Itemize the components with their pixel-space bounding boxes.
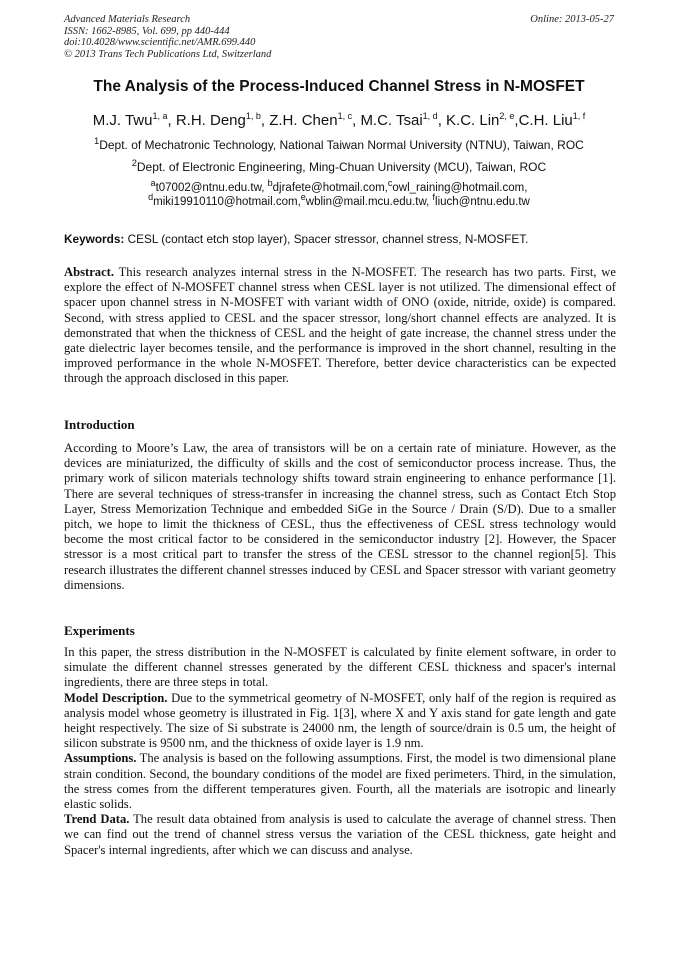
keywords-label: Keywords: bbox=[64, 232, 125, 246]
model-label: Model Description. bbox=[64, 690, 168, 705]
experiments-intro: In this paper, the stress distribution in the N-MOSFET is calculated by finite element software, in order to simulate the different channel stresses generated by the different CESL thickness and spacer's internal ingredients, there are three steps in total. bbox=[64, 645, 616, 690]
affiliation-text: Dept. of Electronic Engineering, Ming-Chuan University (MCU), Taiwan, ROC bbox=[136, 160, 547, 174]
email: owl_raining@hotmail.com, bbox=[392, 182, 528, 194]
online-date: Online: 2013-05-27 bbox=[530, 14, 614, 25]
author-list: M.J. Twu$^{1, a}$, R.H. Deng$^{1, b}$, Z.H. Chen$^{1, c}$, M.C. Tsai$^{1, d}$, K.C. Lin$^{2, e}$,C.H. Liu$^{1, f}$ bbox=[92, 111, 586, 129]
author-name: K.C. Lin bbox=[446, 112, 500, 129]
journal-doi: doi:10.4028/www.scientific.net/AMR.699.440 bbox=[64, 37, 256, 48]
trend-data bbox=[64, 812, 616, 858]
model-description bbox=[64, 691, 616, 752]
author-sup: 1, b bbox=[245, 111, 261, 121]
experiments-heading: Experiments bbox=[64, 623, 135, 638]
model-text: Due to the symmetrical geometry of N-MOSFET, only half of the region is required as analysis model whose geometry is illustrated in Fig. 1[3], where X and Y axis stand for gate length and gate height respectively. The size of Si substrate is 24000 nm, the length of source/drain is 0.5 um, the height of silicon substrate is 9500 nm, and the thickness of oxide layer is 1.9 nm. bbox=[64, 690, 616, 751]
author-sup: 1, c bbox=[337, 111, 353, 121]
author-name: C.H. Liu bbox=[518, 112, 573, 129]
email-sup: c bbox=[387, 178, 393, 189]
abstract bbox=[64, 265, 616, 387]
keywords-text: CESL (contact etch stop layer), Spacer stressor, channel stress, N-MOSFET. bbox=[124, 232, 529, 246]
author-sup: 2, e bbox=[499, 111, 515, 121]
email-line-2 bbox=[0, 192, 678, 209]
email-sup: a bbox=[150, 178, 156, 189]
journal-header bbox=[64, 14, 271, 60]
abstract-label: Abstract. bbox=[64, 265, 115, 279]
assumptions-text: The analysis is based on the following assumptions. First, the model is two dimensional plane strain condition. Second, the boundary conditions of the model are fixed perimeters. Third, in the simulation, the stress comes from the different temperatures given. Fourth, all the materials are isotropic and linearly elastic solids. bbox=[64, 751, 616, 812]
author-sup: 1, a bbox=[152, 111, 168, 121]
affiliation-text: Dept. of Mechatronic Technology, National Taiwan Normal University (NTNU), Taiwan, ROC bbox=[99, 138, 584, 152]
assumptions-label: Assumptions. bbox=[64, 751, 137, 766]
journal-issn: ISSN: 1662-8985, Vol. 699, pp 440-444 bbox=[64, 25, 230, 37]
author-name: M.C. Tsai bbox=[360, 112, 423, 129]
trend-text: The result data obtained from analysis is used to calculate the average of channel stress. Then we can find out the trend of channel stress versus the variation of the CESL thickness, gate height and Spacer's internal ingredients, after which we can discuss and analyse. bbox=[64, 812, 616, 857]
author-sup: 1, d bbox=[422, 111, 438, 121]
keywords bbox=[64, 232, 616, 246]
introduction-text: According to Moore’s Law, the area of transistors will be on a certain rate of miniature. However, as the devices are miniaturized, the difficulty of skills and the cost of semiconductor process increase. Thus, the primary work of silicon materials technology shifts toward strain engineering to enhance performance [1]. There are several techniques of stress-transfer in increasing the channel stress, such as Contact Etch Stop Layer, Stress Memorization Technique and embedded SiGe in the Source / Drain (S/D). Due to a smaller pitch, we hope to limit the thickness of CESL, thus the effectiveness of CESL stress technology would become the most critical factor to be considered in the semiconductor industry [2]. However, the Spacer stressor is a most critical part to transfer the stress of the CESL stressor to the channel region[5]. This research illustrates the different channel stresses induced by CESL and Spacer stressor with variant geometry dimensions. bbox=[64, 441, 616, 592]
email-sup: e bbox=[300, 192, 306, 203]
email-line-1 bbox=[0, 178, 678, 195]
journal-copyright: © 2013 Trans Tech Publications Ltd, Switzerland bbox=[64, 48, 272, 60]
email: wblin@mail.mcu.edu.tw, bbox=[305, 196, 433, 208]
author-name: R.H. Deng bbox=[175, 112, 246, 129]
affiliation-sup: 1 bbox=[94, 136, 100, 146]
email-sup: f bbox=[432, 192, 436, 203]
email-sup: b bbox=[267, 178, 273, 189]
email: miki19910110@hotmail.com, bbox=[153, 196, 301, 208]
introduction-heading: Introduction bbox=[64, 417, 135, 432]
author-name: Z.H. Chen bbox=[269, 112, 338, 129]
author-name: M.J. Twu bbox=[92, 112, 153, 129]
email-sup: d bbox=[148, 192, 154, 203]
affiliation-2 bbox=[0, 160, 678, 174]
email: t07002@ntnu.edu.tw, bbox=[155, 182, 268, 194]
trend-label: Trend Data. bbox=[64, 812, 130, 827]
journal-name: Advanced Materials Research bbox=[64, 14, 191, 25]
email: djrafete@hotmail.com, bbox=[272, 182, 388, 194]
assumptions bbox=[64, 751, 616, 812]
author-sup: 1, f bbox=[572, 111, 586, 121]
email: liuch@ntnu.edu.tw bbox=[435, 196, 530, 208]
affiliation-sup: 2 bbox=[131, 158, 137, 168]
experiments-body bbox=[64, 645, 616, 858]
affiliation-1 bbox=[0, 138, 678, 152]
paper-title: The Analysis of the Process-Induced Channel Stress in N-MOSFET bbox=[93, 78, 585, 95]
abstract-text: This research analyzes internal stress in the N-MOSFET. The research has two parts. First, we explore the effect of N-MOSFET channel stress when CESL layer is not utilized. The dimensional effect of spacer upon channel stress in N-MOSFET with variant width of ONO (oxide, nitride, oxide) is compared. Second, with stress applied to CESL and the spacer stressor, long/short channel effects are analyzed. It is demonstrated that when the thickness of CESL and the height of gate increase, the channel stress under the gate dielectric layer becomes tensile, and the performance is improved in the short channel, resulting in the improved performance in the whole N-MOSFET. Therefore, better device characteristics can be expected through the approach disclosed in this paper. bbox=[64, 265, 616, 386]
